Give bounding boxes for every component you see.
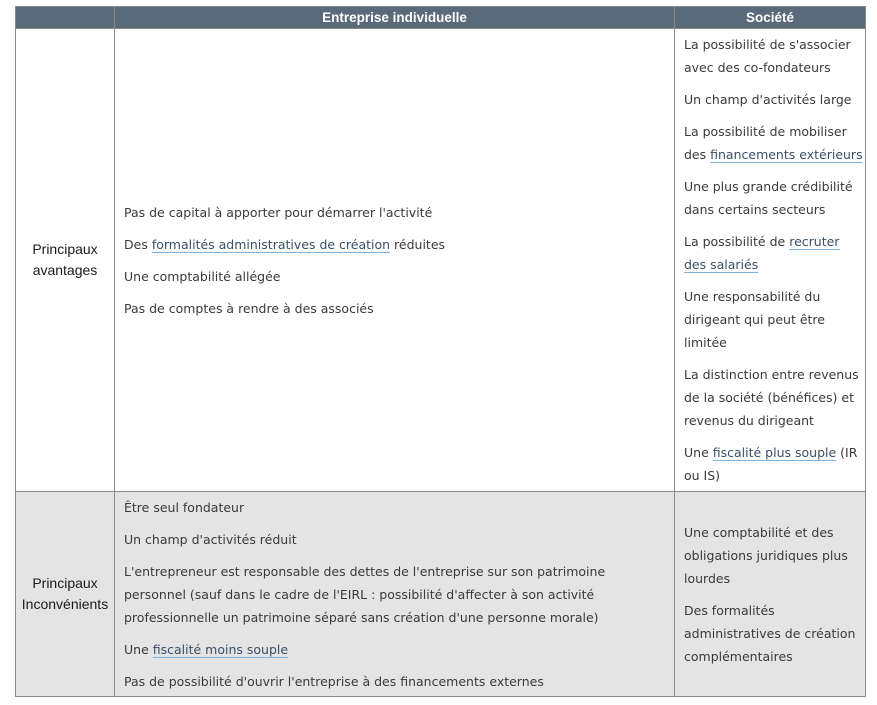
header-societe: Société (675, 7, 866, 29)
item-text: La possibilité de mobiliser des (684, 124, 847, 162)
header-entreprise-individuelle: Entreprise individuelle (115, 7, 675, 29)
advantage-ei-item: Pas de comptes à rendre à des associés (124, 300, 374, 316)
item-text: Une (684, 445, 713, 460)
drawback-ei-item: Être seul fondateur (124, 499, 245, 515)
drawback-ei-item: L'entrepreneur est responsable des dettes de l'entreprise sur son patrimoine personnel (sauf dans le cadre de l'EIRL : possibilité d'affecter à son activité professionnelle un patrimoine séparé sans création d'une personne morale) (124, 563, 606, 625)
advantages-societe-cell (675, 29, 866, 492)
advantages-row (16, 29, 866, 492)
item-text: La possibilité de (684, 234, 790, 249)
advantages-label-line1: Principaux (32, 241, 98, 257)
advantage-societe-item: Une plus grande crédibilité dans certains secteurs (684, 179, 853, 217)
item-text: Des (124, 236, 152, 252)
item-text: (IR ou IS) (684, 445, 858, 483)
drawback-ei-item (124, 638, 670, 661)
item-text: réduites (390, 236, 446, 252)
fiscalite-moins-souple-link[interactable]: fiscalité moins souple (152, 641, 289, 657)
advantage-societe-item (684, 441, 863, 487)
header-corner (16, 7, 115, 29)
advantage-societe-item: Un champ d'activités large (684, 92, 852, 107)
advantage-societe-item (684, 230, 863, 276)
drawbacks-row-label (16, 492, 115, 697)
drawbacks-societe-cell (675, 492, 866, 697)
header-row (16, 7, 866, 29)
advantages-row-label (16, 29, 115, 492)
advantages-label-line2: avantages (32, 262, 98, 278)
advantage-ei-item: Pas de capital à apporter pour démarrer l'activité (124, 204, 433, 220)
advantage-societe-item: La distinction entre revenus de la société (bénéfices) et revenus du dirigeant (684, 367, 859, 428)
recruter-salaries-link[interactable]: recruter des salariés (684, 234, 840, 272)
item-text: Une (124, 641, 153, 657)
advantage-societe-item (684, 120, 863, 166)
fiscalite-plus-souple-link[interactable]: fiscalité plus souple (712, 445, 837, 460)
drawbacks-ei-cell (115, 492, 675, 697)
formalites-administratives-link[interactable]: formalités administratives de création (151, 236, 391, 252)
drawback-societe-item: Des formalités administratives de création complémentaires (684, 602, 856, 664)
drawback-societe-item: Une comptabilité et des obligations juridiques plus lourdes (684, 524, 848, 586)
comparison-table (15, 6, 866, 697)
advantage-ei-item: Une comptabilité allégée (124, 268, 281, 284)
advantage-ei-item (124, 233, 670, 256)
financements-exterieurs-link[interactable]: financements extérieurs (710, 147, 863, 162)
drawback-ei-item: Pas de possibilité d'ouvrir l'entreprise à des financements externes (124, 673, 544, 689)
drawbacks-row (16, 492, 866, 697)
advantage-societe-item: La possibilité de s'associer avec des co-fondateurs (684, 37, 851, 75)
drawbacks-label-line2: Inconvénients (21, 596, 109, 612)
advantage-societe-item: Une responsabilité du dirigeant qui peut être limitée (684, 289, 825, 350)
advantages-ei-cell (115, 29, 675, 492)
drawback-ei-item: Un champ d'activités réduit (124, 531, 297, 547)
comparison-table-container (15, 6, 866, 697)
drawbacks-label-line1: Principaux (32, 575, 98, 591)
